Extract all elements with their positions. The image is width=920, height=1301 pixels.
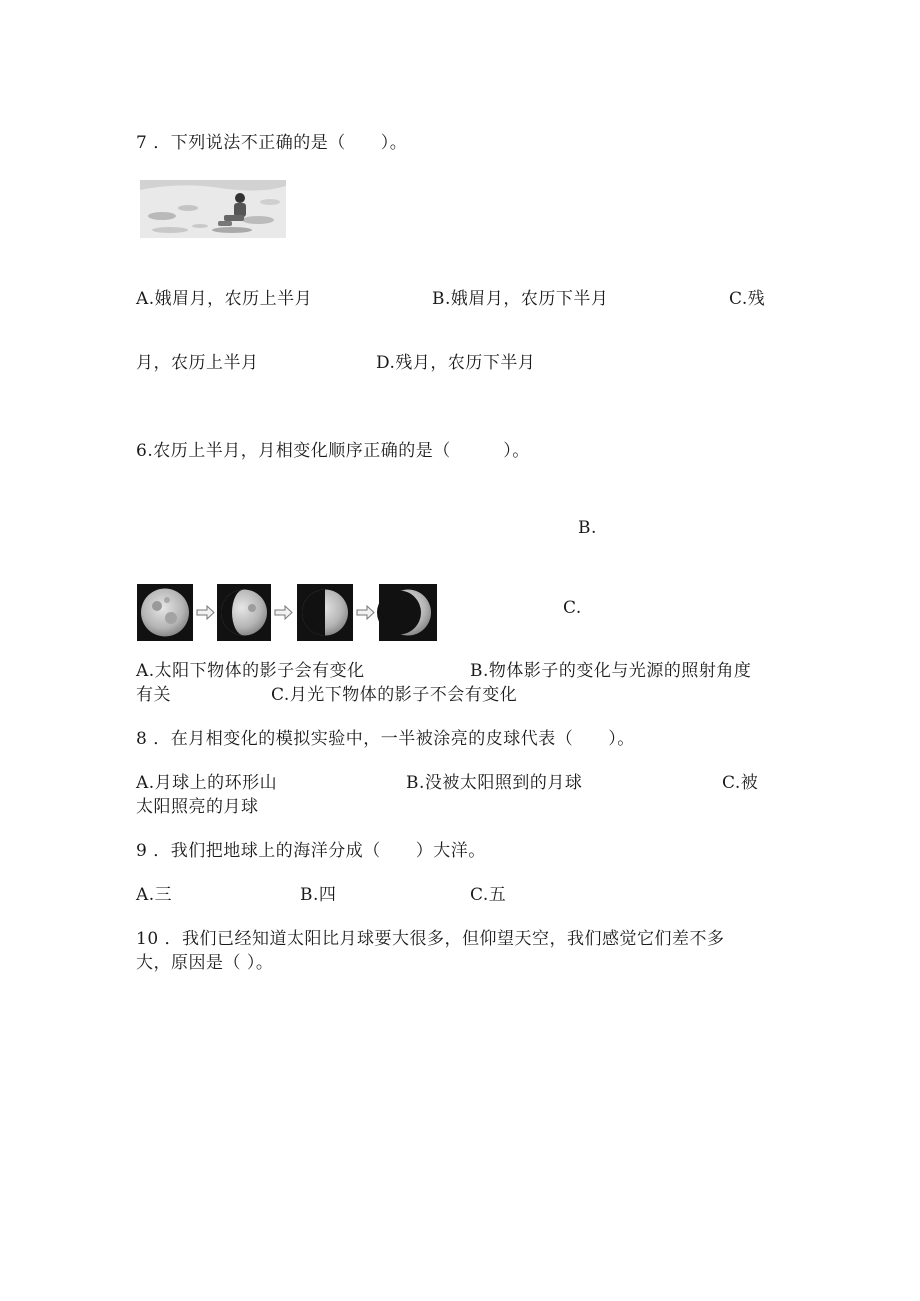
q7-option-c-part2: 月，农历上半月 [136,353,259,373]
moon-phase-sequence-image [137,584,437,641]
q9-option-b: B.四 [300,885,337,905]
q8-option-c-part1: C.被 [722,773,759,793]
q6-option-c-label: C. [563,598,582,618]
q7-option-c-part1: C.残 [729,289,766,309]
q7-stem: 7 ．下列说法不正确的是（ ）。 [136,133,408,153]
q6-shadow-c: C.月光下物体的影子不会有变化 [271,685,518,705]
q7-option-a: A.娥眉月，农历上半月 [136,289,313,309]
q8-option-c-part2: 太阳照亮的月球 [136,797,259,817]
moonlit-child-image [140,180,286,238]
q10-stem-line2: 大，原因是（ ）。 [136,953,274,973]
q8-stem: 8 ．在月相变化的模拟实验中，一半被涂亮的皮球代表（ ）。 [136,729,635,749]
q9-option-a: A.三 [136,885,173,905]
q7-option-d: D.残月，农历下半月 [376,353,536,373]
q9-stem: 9 ．我们把地球上的海洋分成（ ）大洋。 [136,841,486,861]
q6-stem: 6.农历上半月，月相变化顺序正确的是（ ）。 [136,441,530,461]
q10-stem-line1: 10 ．我们已经知道太阳比月球要大很多，但仰望天空，我们感觉它们差不多 [136,929,725,949]
q6-option-b-label: B. [578,518,597,538]
q7-option-b: B.娥眉月，农历下半月 [432,289,609,309]
q9-option-c: C.五 [470,885,507,905]
q6-shadow-b-part1: B.物体影子的变化与光源的照射角度 [470,661,752,681]
q6-shadow-b-part2: 有关 [136,685,171,705]
q6-shadow-a: A.太阳下物体的影子会有变化 [136,661,365,681]
q8-option-a: A.月球上的环形山 [136,773,278,793]
q8-option-b: B.没被太阳照到的月球 [406,773,583,793]
